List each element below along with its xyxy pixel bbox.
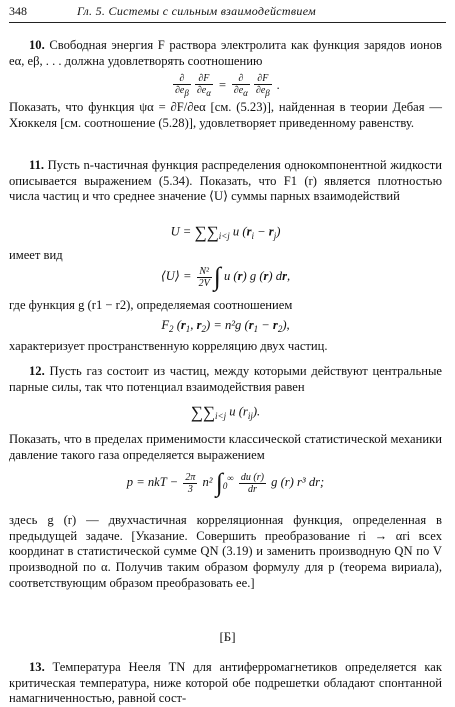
section-label: [Б] [219,629,236,644]
running-header [9,4,446,22]
problem-10-text: Свободная энергия F раствора электролита как функция зарядов ионов eα, eβ, . . . должна удовлетворять соотношению [9,38,442,68]
problem-11-intro [9,158,442,205]
problem-12-equation-pressure: p = nkT − $\frac{2\pi}{3}$ n² ∫0∞ $\frac{du (r)}{dr}$ g (r) r³ dr; [126,468,325,497]
problem-13-number: 13. [29,660,45,674]
running-title: Гл. 5. Системы с сильным взаимодействием [77,4,316,18]
problem-10-number: 10. [29,38,45,52]
problem-11-conclusion: характеризует пространственную корреляцию двух частиц. [9,339,328,353]
problem-11-has-form: имеет вид [9,248,63,262]
problem-12-hint: здесь g (r) — двухчастичная корреляционная функция, определенная в предыдущей задаче. [Указание. Совершить преобразование ri → αri всех координат в статистической сумме QN (3.19) и заменить производную QN по V производной по α. Получив таким образом формулу для p (теорема вириала), соответствующим образом преобразовать ее.] [9,513,442,590]
page-number: 348 [9,4,27,18]
problem-11-equation-mean-u: ⟨U⟩ = $\frac{\text{N²}}{2V}$ ∫ u (r) g (r) dr, [160,262,291,291]
problem-11-where: где функция g (r1 − r2), определяемая соотношением [9,298,293,312]
problem-11-equation-u: U = ∑∑i<j u (ri − rj) [170,223,281,242]
problem-12-intro [9,364,442,395]
problem-11-equation-f2: F2 (r1, r2) = n²g (r1 − r2), [161,318,290,334]
problem-10-equation: $\frac{\partial}{\partial e\beta}$ $\frac{\partial F}{\partial e\alpha}$ = $\frac{\partial}{\partial e\alpha}$ $\frac{\partial F}{\partial e\beta}$ . [174,73,281,98]
problem-12-show: Показать, что в пределах применимости классической статистической механики давление такого газа определяется выражением [9,432,442,462]
problem-12-number: 12. [29,364,45,378]
problem-12-text: Пусть газ состоит из частиц, между которыми действуют центральные парные силы, так что потенциал взаимодействия равен [9,364,443,394]
problem-10-intro [9,38,442,69]
header-rule [9,22,446,23]
problem-12-equation-sum: ∑∑i<j u (rij). [190,403,261,422]
problem-11-text: Пусть n-частичная функция распределения однокомпонентной жидкости описывается выражением (5.34). Показать, что F1 (r) является плотностью числа частиц и что среднее значение ⟨U⟩ суммы парных взаимодействий [9,158,442,204]
problem-10-conclusion: Показать, что функция ψα = ∂F/∂eα [см. (5.23)], найденная в теории Дебая — Хюккеля [см. соотношение (5.28)], удовлетворяет приведенному равенству. [9,100,442,130]
problem-13-text: Температура Нееля TN для антиферромагнетиков определяется как критическая температура, ниже которой обе подрешетки обладают спонтанной намагниченностью, равной сост- [9,660,442,706]
problem-11-number: 11. [29,158,45,172]
